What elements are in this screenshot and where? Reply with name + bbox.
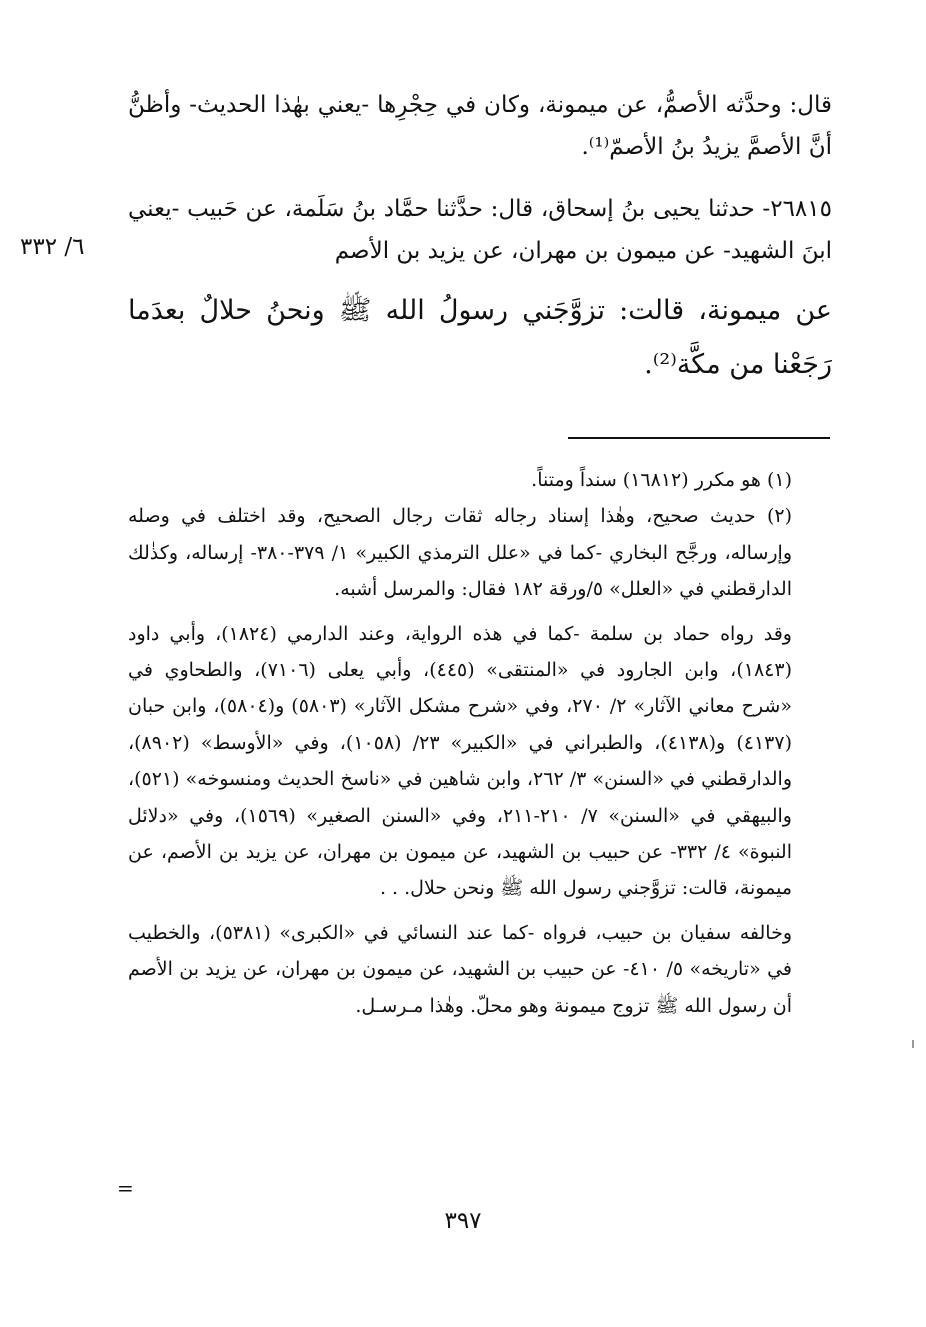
footnote-2: (٢) حديث صحيح، وهٰذا إسناد رجاله ثقات رجال الصحيح، وقد اختلف في وصله وإرساله، ورجَّح البخاري -كما في «علل الترمذي الكبير» ١/ ٣٧٩-٣٨٠- إرساله، وكذٰلك الدارقطني في «العلل» ٥/ورقة ١٨٢ فقال: والمرسل أشبه. bbox=[128, 505, 793, 601]
footnote-2-continuation-2: وخالفه سفيان بن حبيب، فرواه -كما عند النسائي في «الكبرى» (٥٣٨١)، والخطيب في «تاريخه» ٥/ ٤١٠- عن حبيب بن الشهيد، عن ميمون بن مهران، عن يزيد بن الأصم أن رسول الله ﷺ تزوج ميمونة وهو محلّ. وهٰذا مـرسـل. bbox=[128, 921, 792, 1017]
main-text-paragraph-1 bbox=[128, 84, 832, 168]
footnote-1: (١) هو مكرر (١٦٨١٢) سنداً ومتناً. bbox=[531, 469, 792, 491]
continuation-mark: = bbox=[117, 1176, 134, 1200]
page-number: ٣٩٧ bbox=[444, 1208, 482, 1234]
hadith-matn: عن ميمونة، قالت: تزوَّجَني رسولُ الله ﷺ ونحنُ حلالٌ بعدَما رَجَعْنا من مكَّة⁽²⁾. bbox=[128, 295, 832, 380]
hadith-text: قال: وحدَّثه الأصمُّ، عن ميمونة، وكان في حِجْرِها -يعني بهٰذا الحديث- وأظنُّ أنَّ الأصمَّ يزيدُ بنُ الأصمّ⁽¹⁾. bbox=[128, 92, 832, 160]
margin-volume-page-reference: ٦/ ٣٣٢ bbox=[20, 234, 85, 260]
footnote-2-continuation: وقد رواه حماد بن سلمة -كما في هذه الرواية، وعند الدارمي (١٨٢٤)، وأبي داود (١٨٤٣)، وابن الجارود في «المنتقى» (٤٤٥)، وأبي يعلى (٧١٠٦)، والطحاوي في «شرح معاني الآثار» ٢/ ٢٧٠، وفي «شرح مشكل الآثار» (٥٨٠٣) و(٥٨٠٤)، وابن حبان (٤١٣٧) و(٤١٣٨)، والطبراني في «الكبير» ٢٣/ (١٠٥٨)، وفي «الأوسط» (٨٩٠٢)، والدارقطني في «السنن» ٣/ ٢٦٢، وابن شاهين في «ناسخ الحديث ومنسوخه» (٥٢١)، والبيهقي في «السنن» ٧/ ٢١٠-٢١١، وفي «السنن الصغير» (١٥٦٩)، وفي «دلائل النبوة» ٤/ ٣٣٢- عن حبيب بن الشهيد، عن ميمون بن مهران، عن يزيد بن الأصم، عن ميمونة، قالت: تزوَّجني رسول الله ﷺ ونحن حلال. . . bbox=[128, 622, 792, 900]
scan-edge-mark bbox=[912, 1040, 914, 1048]
footnote-separator-rule bbox=[568, 437, 830, 439]
hadith-isnad: ٢٦٨١٥- حدثنا يحيى بنُ إسحاق، قال: حدَّثنا حمَّاد بنُ سَلَمة، عن حَبيب -يعني ابنَ الشهيد- عن ميمون بن مهران، عن يزيد بن الأصم bbox=[128, 196, 832, 264]
main-text-paragraph-2 bbox=[128, 188, 832, 272]
main-text-paragraph-3 bbox=[128, 284, 832, 392]
footnotes-section bbox=[128, 462, 832, 1024]
